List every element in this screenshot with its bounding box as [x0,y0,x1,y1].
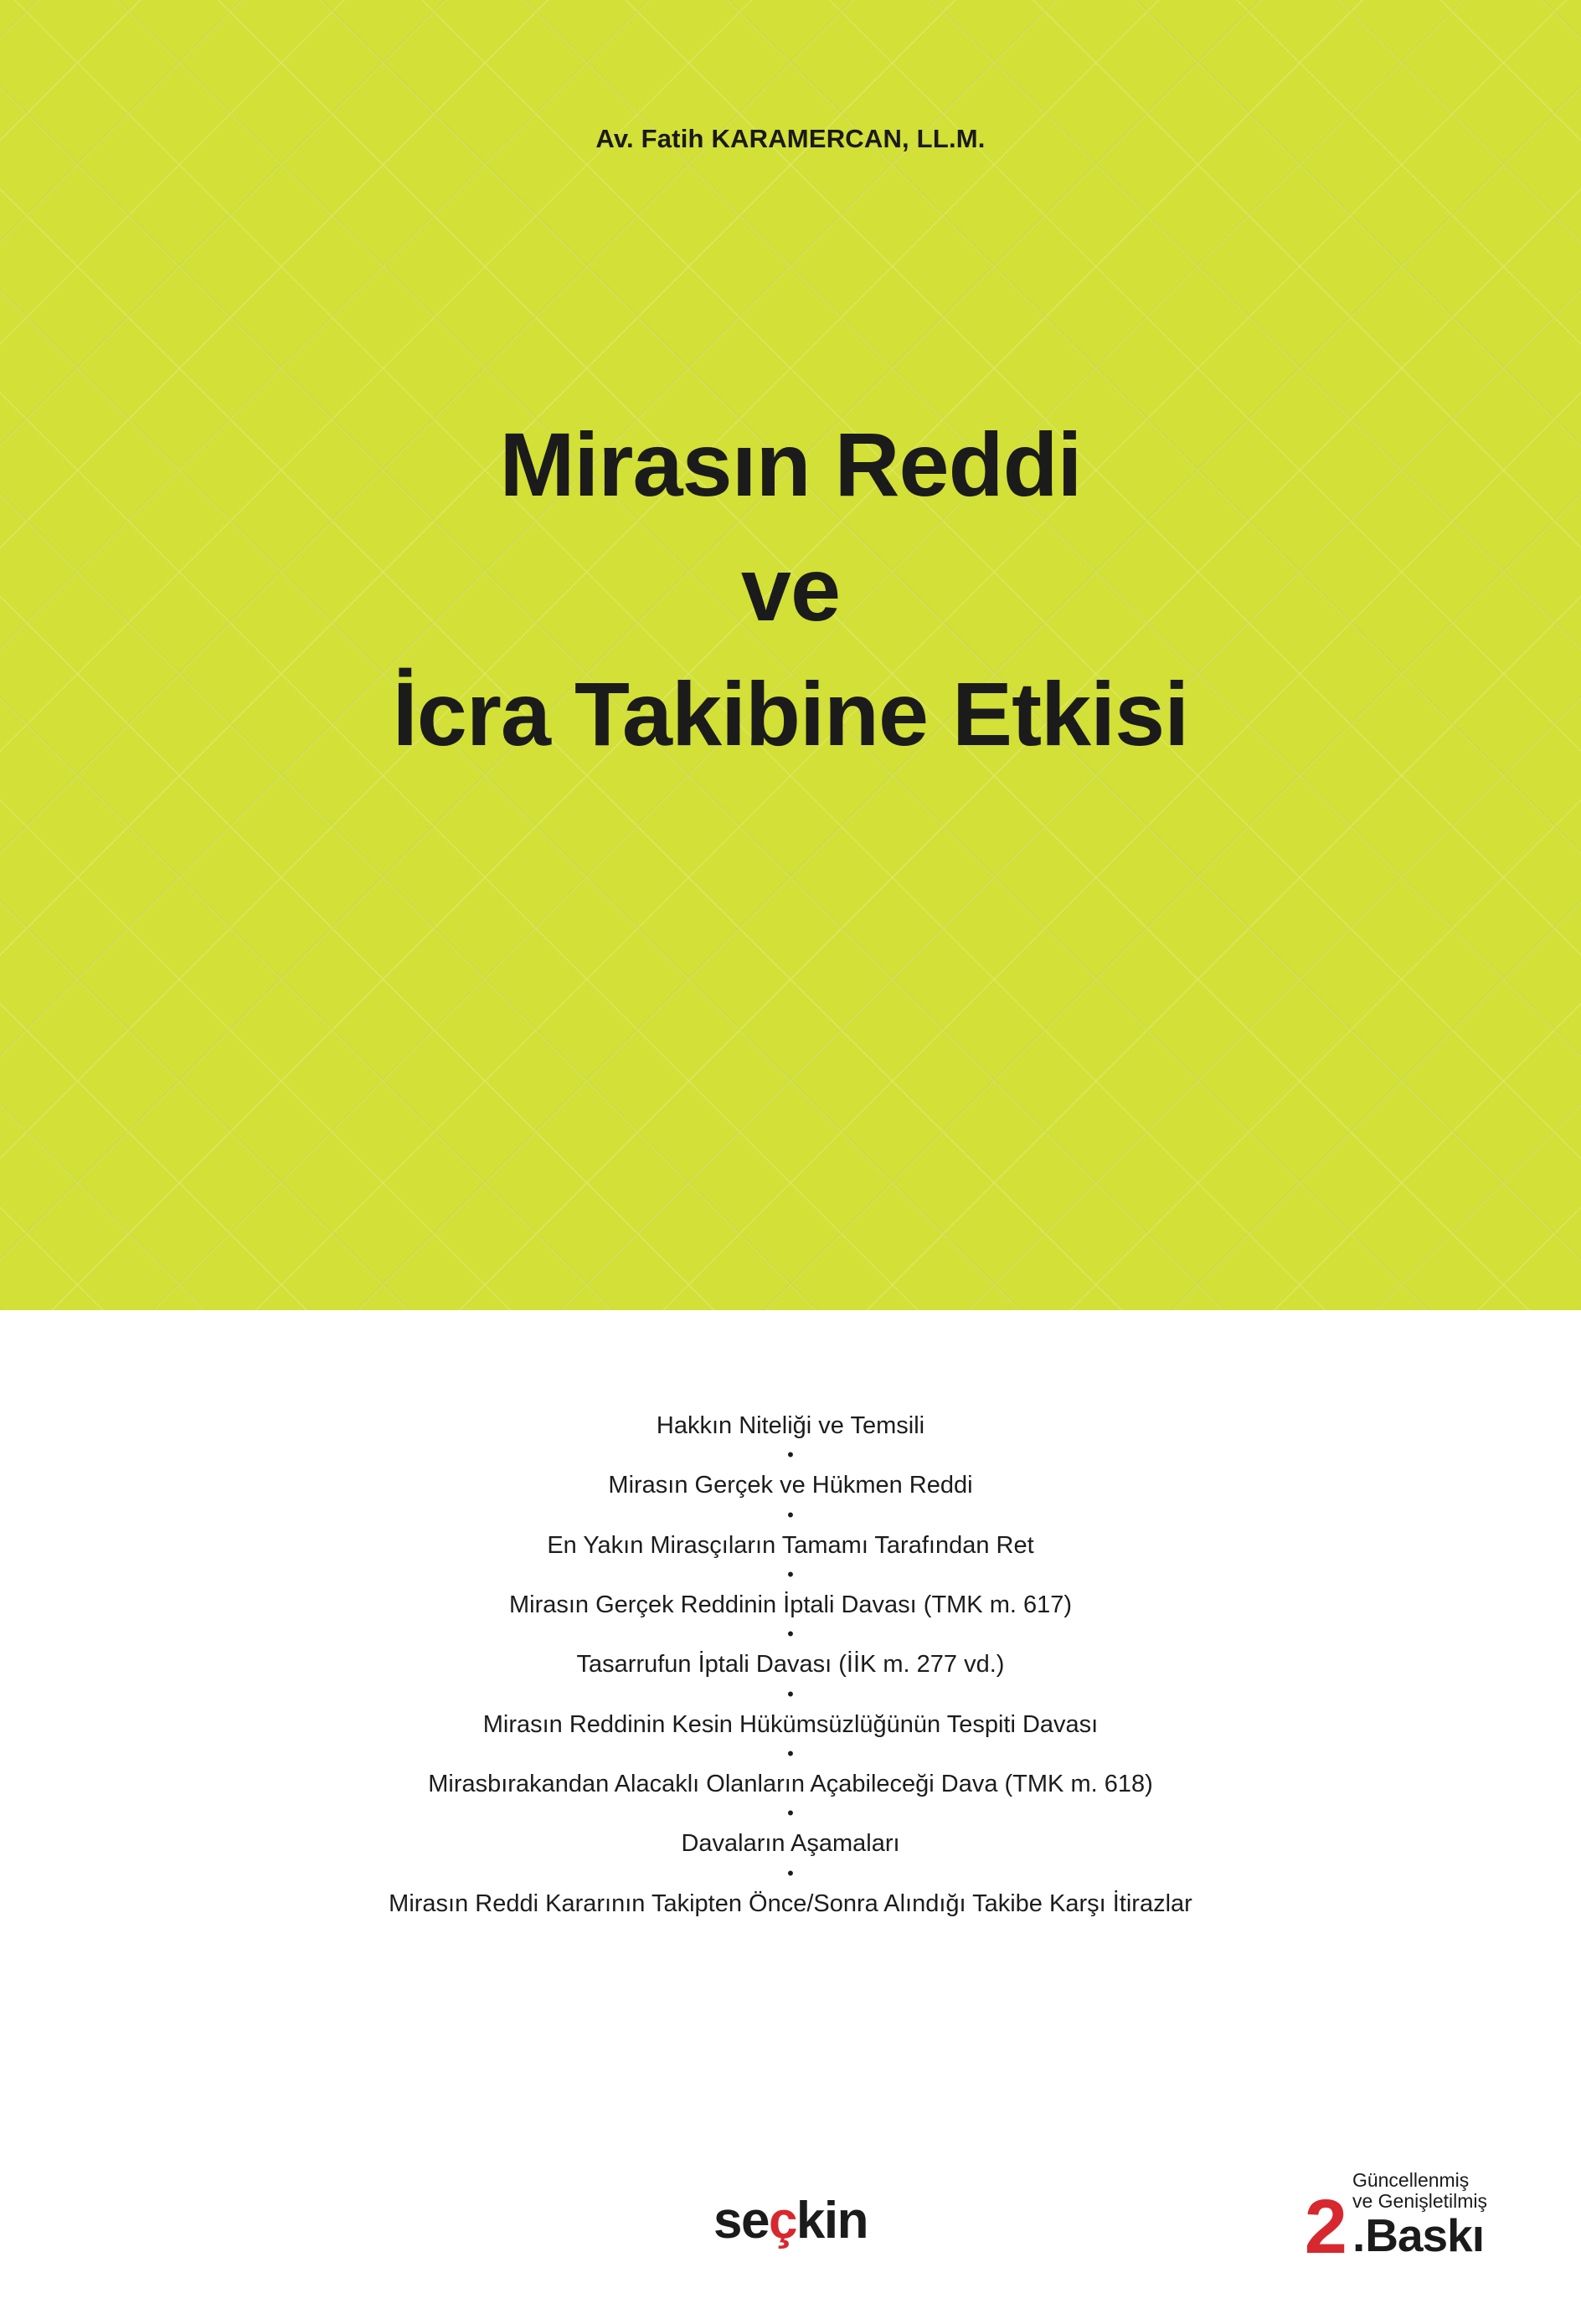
cover-lower-panel [0,1310,1581,2324]
edition-text [1352,2170,1487,2260]
subject-separator: • [787,1743,794,1765]
subject-item: Mirasın Gerçek ve Hükmen Reddi [608,1472,973,1499]
subject-separator: • [787,1862,794,1884]
title-line-1: Mirasın Reddi [499,414,1082,515]
author-name: Av. Fatih KARAMERCAN, LL.M. [595,124,986,153]
edition-word: Baskı [1365,2209,1484,2261]
subject-item: Tasarrufun İptali Davası (İİK m. 277 vd.) [576,1651,1005,1679]
subject-item: Mirasbırakandan Alacaklı Olanların Açabileceği Dava (TMK m. 618) [428,1771,1153,1798]
book-title [0,402,1581,776]
subject-item: Mirasın Reddinin Kesin Hükümsüzlüğünün Tespiti Davası [482,1710,1099,1738]
subject-separator: • [787,1504,794,1525]
subject-item: Mirasın Reddi Kararının Takipten Önce/Sonra Alındığı Takibe Karşı İtirazlar [389,1890,1192,1917]
subject-item: En Yakın Mirasçıların Tamamı Tarafından Ret [547,1531,1034,1559]
edition-badge [1304,2168,1487,2270]
subject-list [0,1411,1581,1920]
title-line-2: ve [740,538,841,640]
edition-line-2: ve Genişletilmiş [1352,2190,1487,2213]
subject-item: Davaların Aşamaları [681,1830,900,1858]
edition-number: 2 [1304,2183,1347,2270]
subject-separator: • [787,1623,794,1645]
edition-dot: . [1352,2209,1366,2261]
subject-separator: • [787,1564,794,1586]
subject-separator: • [787,1683,794,1704]
subject-separator: • [787,1444,794,1466]
subject-separator: • [787,1802,794,1824]
subject-item: Mirasın Gerçek Reddinin İptali Davası (TMK m. 617) [508,1591,1073,1619]
edition-line-1: Güncellenmiş [1352,2168,1470,2191]
publisher-name: seçkin [713,2192,868,2249]
edition-baski-row [1352,2209,1487,2261]
title-line-3: İcra Takibine Etkisi [392,663,1189,765]
subject-item: Hakkın Niteliği ve Temsili [656,1412,925,1439]
